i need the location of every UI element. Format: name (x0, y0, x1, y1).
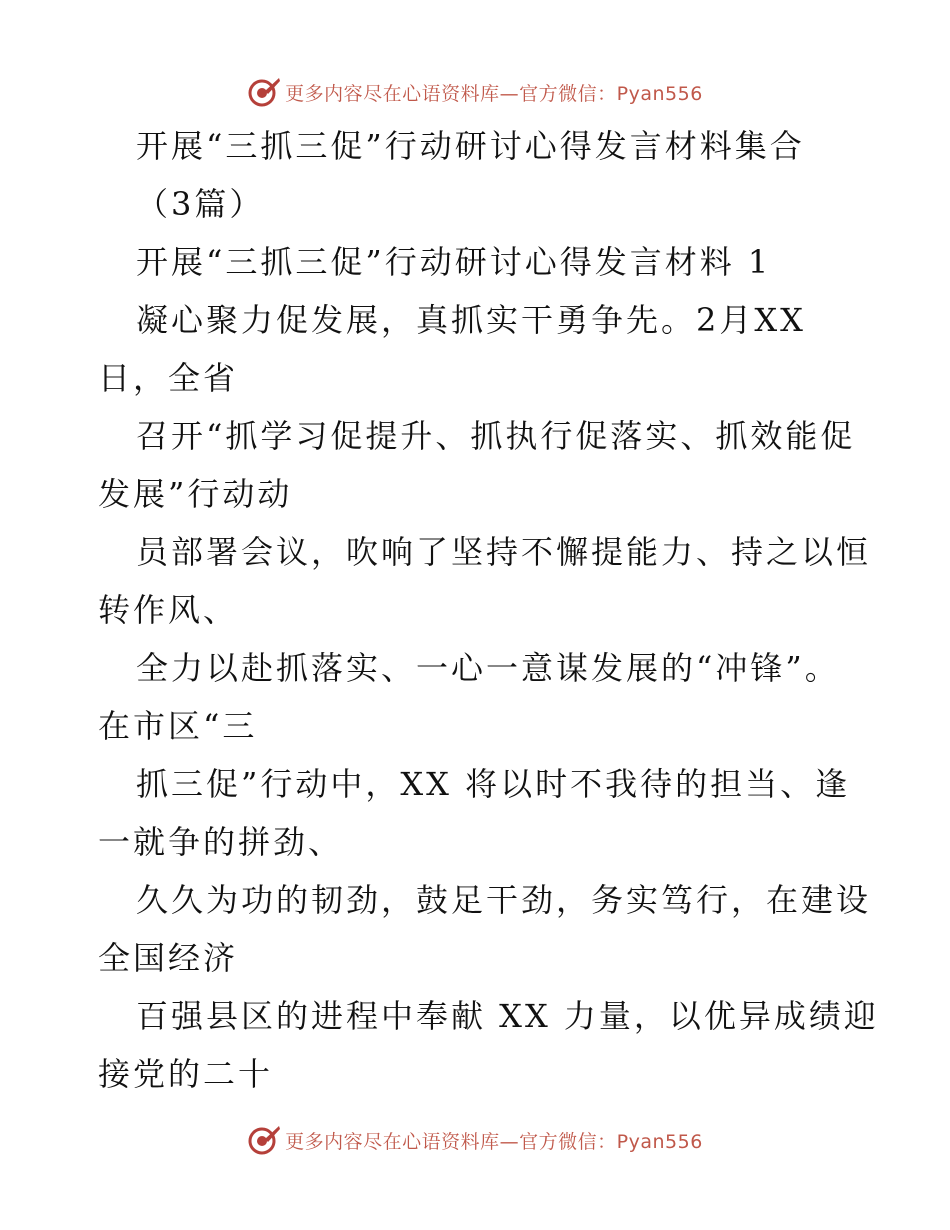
doc-line: 在市区“三 (98, 707, 258, 745)
doc-line: 转作风、 (98, 591, 239, 629)
footer-banner-text: 更多内容尽在心语资料库—官方微信：Pyan556 (285, 1130, 703, 1153)
doc-line: 百强县区的进程中奉献 XX 力量，以优异成绩迎 (136, 997, 879, 1035)
doc-line: 抓三促”行动中，XX 将以时不我待的担当、逢 (136, 765, 851, 803)
doc-line: 发展”行动动 (98, 475, 293, 513)
document-body (98, 117, 879, 1103)
doc-line: 开展“三抓三促”行动研讨心得发言材料集合 (136, 127, 805, 165)
header-watermark (0, 72, 950, 112)
doc-line: 久久为功的韧劲，鼓足干劲，务实笃行，在建设 (136, 881, 872, 919)
pen-seal-logo-icon (247, 1123, 281, 1157)
header-banner-text: 更多内容尽在心语资料库—官方微信：Pyan556 (285, 82, 703, 105)
pen-seal-logo-icon (247, 75, 281, 109)
doc-line: 全国经济 (98, 939, 239, 977)
doc-line: 凝心聚力促发展，真抓实干勇争先。2月XX (136, 301, 806, 339)
doc-line: 接党的二十 (98, 1055, 274, 1093)
doc-line: 员部署会议，吹响了坚持不懈提能力、持之以恒 (136, 533, 872, 571)
doc-line: 全力以赴抓落实、一心一意谋发展的“冲锋”。 (136, 649, 840, 687)
doc-line: 召开“抓学习促提升、抓执行促落实、抓效能促 (136, 417, 856, 455)
doc-line: 一就争的拼劲、 (98, 823, 344, 861)
footer-watermark (0, 1120, 950, 1160)
doc-line: 日，全省 (98, 359, 239, 397)
doc-line: 开展“三抓三促”行动研讨心得发言材料 1 (136, 243, 772, 281)
doc-line: （3篇） (136, 185, 265, 223)
